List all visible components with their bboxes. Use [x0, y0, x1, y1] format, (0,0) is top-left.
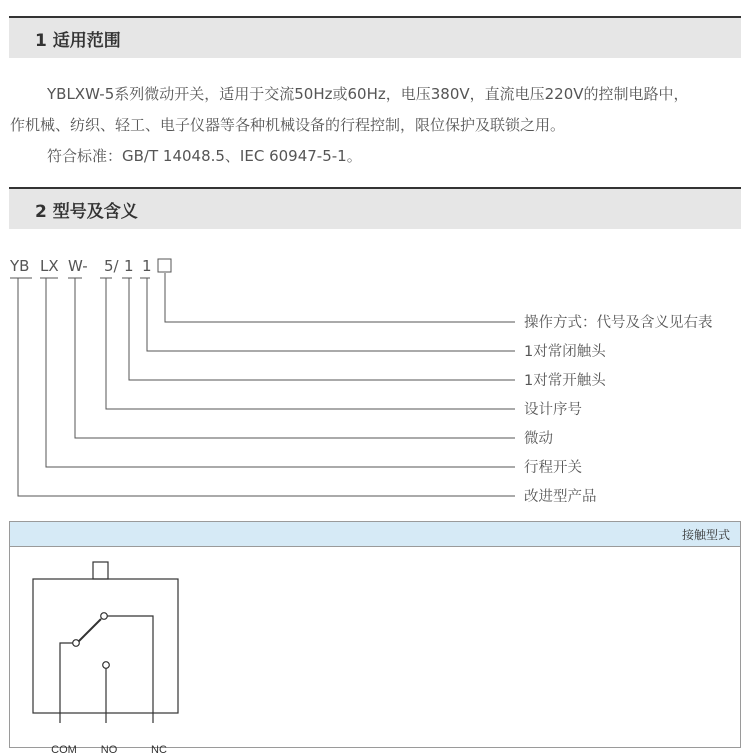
section-header-scope — [9, 16, 741, 58]
meaning-travel: 行程开关 — [524, 460, 582, 476]
section-header-model — [9, 187, 741, 229]
model-code-diagram — [0, 240, 750, 515]
code-part-5: 5/ — [104, 257, 119, 275]
code-part-operation-box — [158, 259, 171, 272]
leader-nc — [147, 278, 515, 351]
meaning-micro: 微动 — [524, 431, 553, 447]
section-title-scope: 1 适用范围 — [35, 31, 121, 51]
code-part-yb: YB — [10, 257, 30, 275]
meaning-no: 1对常开触头 — [524, 373, 606, 389]
contact-table-header — [10, 522, 740, 547]
leader-micro — [75, 278, 515, 438]
leader-design — [106, 278, 515, 409]
contact-diagram — [10, 546, 740, 756]
nc-wire — [107, 616, 153, 723]
meaning-operation: 操作方式：代号及含义见右表 — [524, 315, 713, 331]
terminal-nc-label: NC — [151, 744, 167, 756]
scope-paragraph-2: 作机械、纺织、轻工、电子仪器等各种机械设备的行程控制，限位保护及联锁之用。 — [10, 116, 566, 134]
no-contact — [103, 662, 110, 669]
terminal-com-label: COM — [51, 744, 77, 756]
code-part-w: W- — [68, 257, 88, 275]
leader-improved — [18, 278, 515, 496]
com-contact — [73, 640, 80, 647]
actuator-button — [93, 562, 108, 579]
code-part-lx: LX — [40, 257, 59, 275]
scope-standard: 符合标准：GB/T 14048.5、IEC 60947-5-1。 — [47, 147, 362, 165]
leader-no — [129, 278, 515, 380]
meaning-design: 设计序号 — [524, 402, 582, 418]
contact-type-table — [9, 521, 741, 756]
meaning-nc: 1对常闭触头 — [524, 344, 606, 360]
contact-table-header-label: 接触型式 — [681, 528, 730, 542]
scope-paragraph-1: YBLXW-5系列微动开关，适用于交流50Hz或60Hz，电压380V，直流电压220V的控制电路中， — [47, 85, 689, 103]
leader-operation — [165, 273, 515, 322]
nc-contact — [101, 613, 108, 620]
code-part-nc: 1 — [124, 257, 134, 275]
com-wire — [60, 643, 73, 723]
terminal-no-label: NO — [100, 744, 118, 756]
leader-travel — [46, 278, 515, 467]
meaning-improved: 改进型产品 — [524, 489, 597, 505]
section-title-model: 2 型号及含义 — [35, 202, 138, 222]
code-part-no: 1 — [142, 257, 152, 275]
switch-blade — [78, 619, 101, 642]
